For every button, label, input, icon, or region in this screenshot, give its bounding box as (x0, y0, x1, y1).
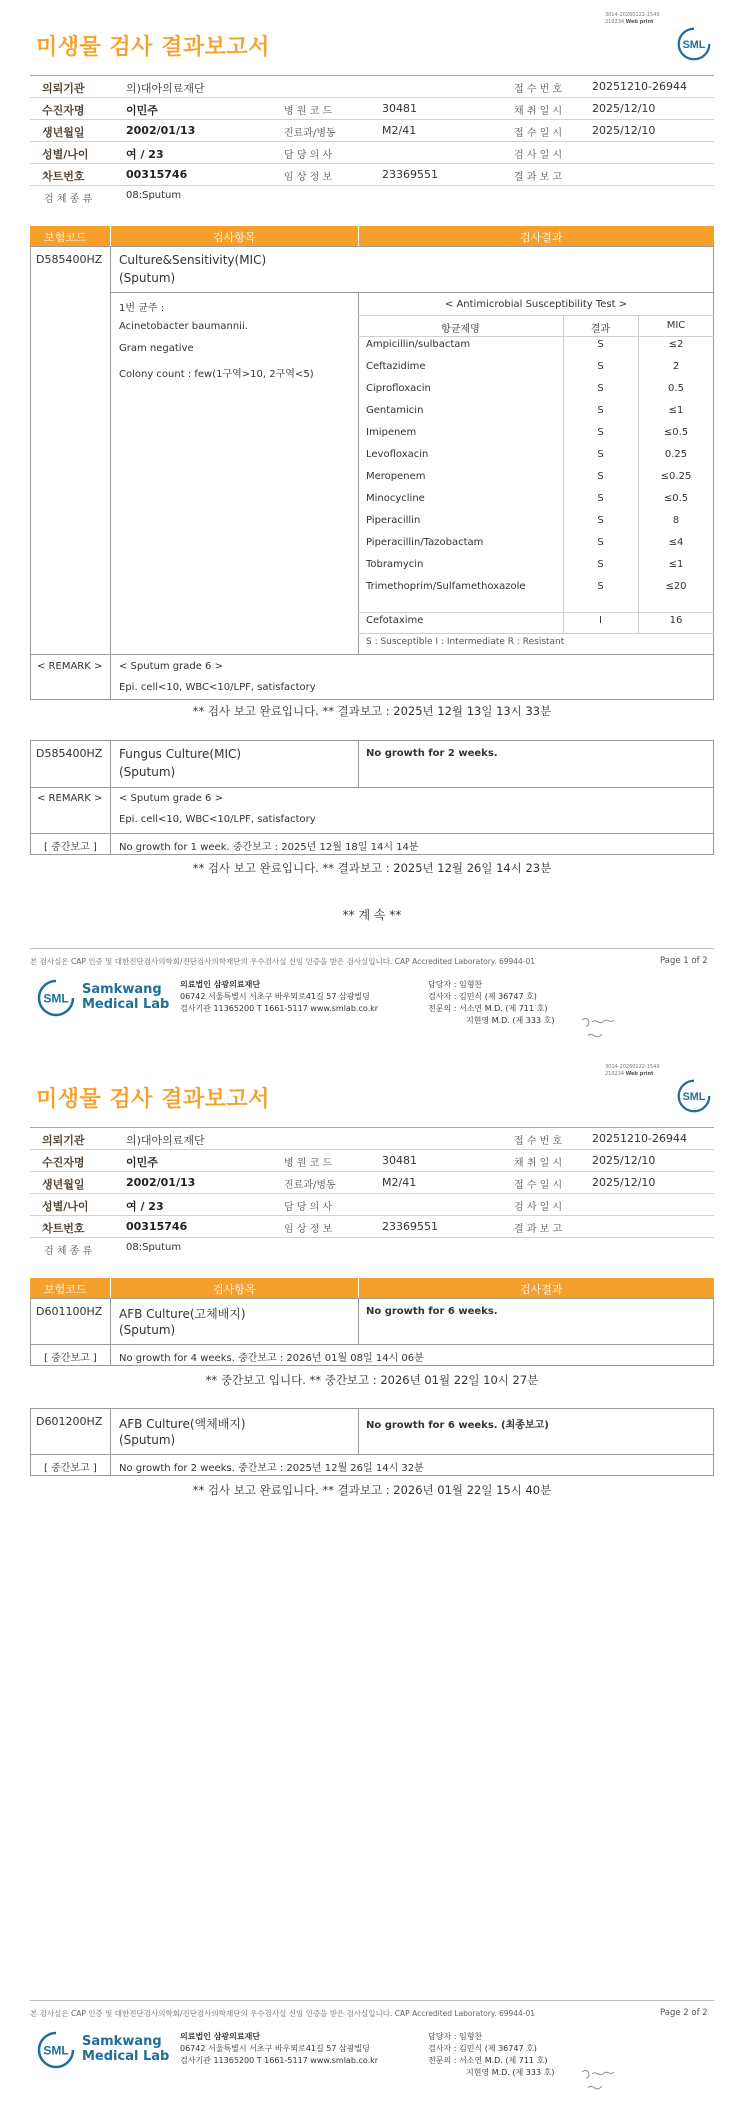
ast-mic-value: ≤2 (668, 339, 684, 350)
ast-drug-name: Levofloxacin (366, 449, 429, 460)
header-row: 의뢰기관 의)대아의료재단 접 수 번 호 20251210-26944 (30, 76, 714, 98)
staff-info: 담당자 : 임형찬 검사자 : 김민식 (제 36747 호) 전문의 : 서소연 M.D. (제 711 호) 지현영 M.D. (제 333 호) (428, 2032, 555, 2077)
remark-label: < REMARK > (37, 661, 103, 672)
ast-result: S (597, 581, 604, 592)
header-row: 차트번호 00315746 임 상 정 보 23369551 결 과 보 고 (30, 1216, 714, 1238)
remark-line: Epi. cell<10, WBC<10/LPF, satisfactory (119, 814, 316, 825)
test-item-specimen: (Sputum) (119, 271, 176, 285)
test-item-specimen: (Sputum) (119, 765, 176, 779)
signature-icon (578, 1012, 618, 1046)
report-page-2 (0, 1052, 744, 2104)
ast-result: S (597, 537, 604, 548)
ast-mic-value: ≤1 (668, 405, 684, 416)
completion-summary: ** 검사 보고 완료입니다. ** 결과보고 : 2025년 12월 26일 14시 23분 (192, 861, 552, 875)
svg-text:SML: SML (43, 2043, 69, 2058)
svg-text:SML: SML (682, 39, 706, 52)
ast-drug-name: Imipenem (366, 427, 417, 438)
continued-notice: ** 계 속 ** (342, 908, 402, 922)
ast-drug-name: Trimethoprim/Sulfamethoxazole (366, 581, 526, 592)
test-item-name: Culture&Sensitivity(MIC) (119, 253, 267, 267)
ast-drug-name: Tobramycin (366, 559, 424, 570)
completion-summary: ** 검사 보고 완료입니다. ** 결과보고 : 2025년 12월 13일 13시 33분 (192, 704, 552, 718)
header-row: 성별/나이 여 / 23 담 당 의 사 검 사 일 시 (30, 1194, 714, 1216)
insurance-code: D585400HZ (36, 253, 103, 266)
header-row: 수진자명 이민주 병 원 코 드 30481 채 취 일 시 2025/12/10 (30, 1150, 714, 1172)
test-item-name: Fungus Culture(MIC) (119, 747, 242, 761)
svg-text:SML: SML (43, 991, 69, 1006)
results-table-header: 보험코드 검사항목 검사결과 (30, 1278, 714, 1298)
institution-info: 의료법인 삼광의료재단 06742 서울특별시 서초구 바우뫼로41길 57 삼광빌딩 검사기관 11365200 T 1661-5117 www.smlab.co.kr (180, 2032, 379, 2065)
ast-drug-name: Piperacillin/Tazobactam (366, 537, 484, 548)
test-item-specimen: (Sputum) (119, 1323, 176, 1337)
print-stamp: 3014-20260122-1549 210234 Web print (605, 1064, 660, 1077)
page-number: Page 1 of 2 (660, 956, 708, 966)
patient-info-header (30, 1127, 714, 1257)
remark-label: < REMARK > (37, 793, 103, 804)
header-row: 생년월일 2002/01/13 진료과/병동 M2/41 접 수 일 시 2025/12/10 (30, 120, 714, 142)
interim-report: No growth for 4 weeks. 중간보고 : 2026년 01월 08일 14시 06분 (119, 1353, 424, 1364)
patient-info-header (30, 75, 714, 205)
print-stamp: 3014-20260122-1549 210234 Web print (605, 12, 660, 25)
ast-mic-value: 8 (672, 515, 680, 526)
header-row: 검 체 종 류 08:Sputum (44, 190, 182, 205)
completion-summary: ** 검사 보고 완료입니다. ** 결과보고 : 2026년 01월 22일 15시 40분 (192, 1483, 552, 1497)
ast-header-mic: MIC (666, 320, 686, 331)
ast-mic-value: ≤4 (668, 537, 684, 548)
ast-mic-value: ≤0.5 (663, 493, 689, 504)
sml-logo-icon (676, 26, 712, 62)
header-row: 성별/나이 여 / 23 담 당 의 사 검 사 일 시 (30, 142, 714, 164)
ast-result: I (599, 615, 602, 626)
gram-stain: Gram negative (119, 343, 194, 354)
insurance-code: D585400HZ (36, 747, 103, 760)
test-item-name: AFB Culture(고체배지) (119, 1307, 246, 1321)
ast-drug-name: Cefotaxime (366, 615, 424, 626)
ast-result: S (597, 361, 604, 372)
ast-legend: S : Susceptible I : Intermediate R : Resistant (366, 637, 565, 647)
header-row: 의뢰기관 의)대아의료재단 접 수 번 호 20251210-26944 (30, 1128, 714, 1150)
colony-count: Colony count : few(1구역>10, 2구역<5) (119, 369, 314, 380)
ast-drug-name: Gentamicin (366, 405, 424, 416)
ast-mic-value: ≤20 (665, 581, 687, 592)
institution-info: 의료법인 삼광의료재단 06742 서울특별시 서초구 바우뫼로41길 57 삼광빌딩 검사기관 11365200 T 1661-5117 www.smlab.co.kr (180, 980, 379, 1013)
ast-drug-name: Ceftazidime (366, 361, 426, 372)
interim-report: No growth for 1 week. 중간보고 : 2025년 12월 18일 14시 14분 (119, 842, 419, 853)
ast-mic-value: 0.25 (664, 449, 688, 460)
sml-logo-icon (36, 2030, 76, 2070)
isolate-label: 1번 균주 : (119, 303, 165, 314)
sml-logo-icon (36, 978, 76, 1018)
ast-result: S (597, 559, 604, 570)
accreditation-note: 본 검사실은 CAP 인증 및 대한진단검사의학회/진단검사의학재단의 우수검사실 신임 인증을 받은 검사실입니다. CAP Accredited Laboratory. 69944-01 (30, 957, 536, 966)
signature-icon (578, 2064, 618, 2098)
test-result: No growth for 6 weeks. (366, 1306, 498, 1317)
ast-header-drug: 항균제명 (441, 324, 480, 335)
ast-mic-value: 2 (672, 361, 680, 372)
ast-result: S (597, 405, 604, 416)
header-row: 생년월일 2002/01/13 진료과/병동 M2/41 접 수 일 시 2025/12/10 (30, 1172, 714, 1194)
ast-result: S (597, 383, 604, 394)
page-number: Page 2 of 2 (660, 2008, 708, 2018)
interim-report: No growth for 2 weeks. 중간보고 : 2025년 12월 26일 14시 32분 (119, 1463, 424, 1474)
test-item-specimen: (Sputum) (119, 1433, 176, 1447)
ast-mic-value: 0.5 (668, 383, 684, 394)
interim-summary: ** 중간보고 입니다. ** 중간보고 : 2026년 01월 22일 10시 27분 (205, 1373, 539, 1387)
report-title: 미생물 검사 결과보고서 (36, 35, 270, 60)
ast-result: S (597, 515, 604, 526)
ast-drug-name: Ampicillin/sulbactam (366, 339, 471, 350)
results-table-header: 보험코드 검사항목 검사결과 (30, 226, 714, 246)
ast-result: S (597, 449, 604, 460)
ast-drug-name: Ciprofloxacin (366, 383, 431, 394)
interim-label: [ 중간보고 ] (44, 842, 97, 853)
ast-result: S (597, 493, 604, 504)
brand-name: Samkwang Medical Lab (82, 982, 170, 1012)
header-row: 수진자명 이민주 병 원 코 드 30481 채 취 일 시 2025/12/10 (30, 98, 714, 120)
insurance-code: D601200HZ (36, 1415, 103, 1428)
ast-mic-value: ≤0.25 (660, 471, 692, 482)
insurance-code: D601100HZ (36, 1305, 103, 1318)
ast-mic-value: ≤0.5 (663, 427, 689, 438)
header-row: 검 체 종 류 08:Sputum (44, 1242, 182, 1257)
accreditation-note: 본 검사실은 CAP 인증 및 대한진단검사의학회/진단검사의학재단의 우수검사실 신임 인증을 받은 검사실입니다. CAP Accredited Laboratory. 69944-01 (30, 2009, 536, 2018)
ast-drug-name: Piperacillin (366, 515, 421, 526)
staff-info: 담당자 : 임형찬 검사자 : 김민식 (제 36747 호) 전문의 : 서소연 M.D. (제 711 호) 지현영 M.D. (제 333 호) (428, 980, 555, 1025)
test-result: No growth for 2 weeks. (366, 748, 498, 759)
ast-result: S (597, 427, 604, 438)
remark-line: < Sputum grade 6 > (119, 793, 223, 804)
ast-mic-value: 16 (669, 615, 683, 626)
interim-label: [ 중간보고 ] (44, 1353, 97, 1364)
report-title: 미생물 검사 결과보고서 (36, 1087, 270, 1112)
sml-logo-icon (676, 1078, 712, 1114)
organism-name: Acinetobacter baumannii. (119, 321, 248, 332)
test-item-name: AFB Culture(액체배지) (119, 1417, 246, 1431)
brand-name: Samkwang Medical Lab (82, 2034, 170, 2064)
ast-mic-value: ≤1 (668, 559, 684, 570)
svg-text:SML: SML (682, 1091, 706, 1104)
ast-drug-name: Meropenem (366, 471, 426, 482)
ast-result: S (597, 339, 604, 350)
test-result: No growth for 6 weeks. (최종보고) (366, 1420, 549, 1431)
ast-drug-name: Minocycline (366, 493, 425, 504)
ast-header-result: 결과 (590, 324, 611, 335)
remark-line: Epi. cell<10, WBC<10/LPF, satisfactory (119, 682, 316, 693)
ast-title: < Antimicrobial Susceptibility Test > (444, 299, 628, 310)
remark-line: < Sputum grade 6 > (119, 661, 223, 672)
ast-result: S (597, 471, 604, 482)
interim-label: [ 중간보고 ] (44, 1463, 97, 1474)
header-row: 차트번호 00315746 임 상 정 보 23369551 결 과 보 고 (30, 164, 714, 186)
